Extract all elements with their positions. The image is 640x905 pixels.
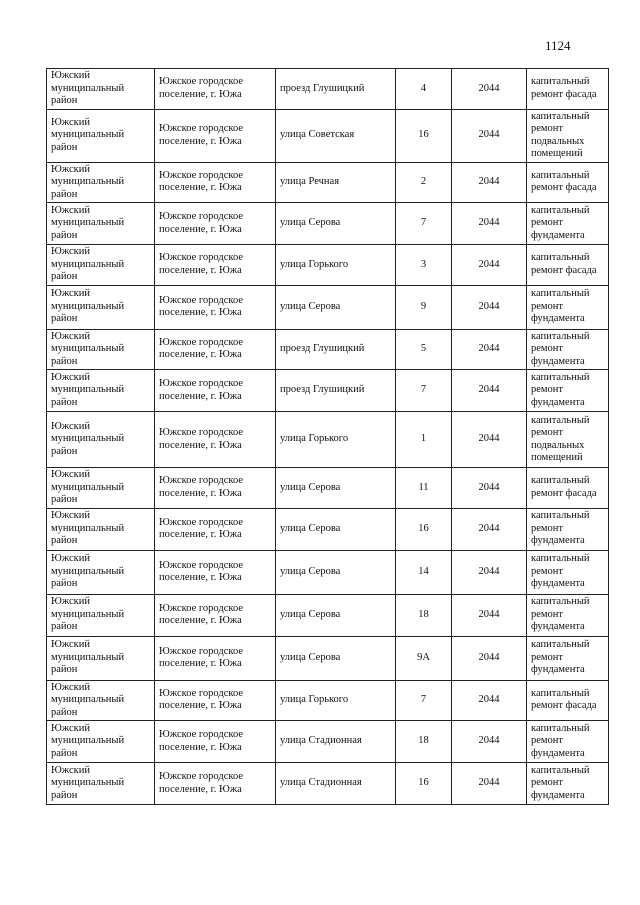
settlement-cell: Южское городское поселение, г. Южа: [155, 468, 276, 509]
street-cell: улица Серова: [276, 636, 396, 680]
work-type-cell: капитальный ремонт фасада: [527, 245, 609, 286]
settlement-cell: Южское городское поселение, г. Южа: [155, 412, 276, 468]
street-cell: проезд Глушицкий: [276, 370, 396, 412]
settlement-cell: Южское городское поселение, г. Южа: [155, 636, 276, 680]
table-row: [47, 162, 609, 203]
settlement-cell: Южское городское поселение, г. Южа: [155, 329, 276, 370]
page-number: 1124: [545, 38, 571, 53]
settlement-cell: Южское городское поселение, г. Южа: [155, 680, 276, 721]
table-row: [47, 468, 609, 509]
work-type-cell: капитальный ремонт фундамента: [527, 636, 609, 680]
street-cell: улица Серова: [276, 468, 396, 509]
table-row: [47, 109, 609, 162]
district-cell: Южский муниципальный район: [47, 285, 155, 329]
street-cell: улица Советская: [276, 109, 396, 162]
year-cell: 2044: [452, 763, 527, 805]
table-row: [47, 508, 609, 550]
table-row: [47, 763, 609, 805]
table-row: [47, 594, 609, 636]
street-cell: улица Серова: [276, 508, 396, 550]
year-cell: 2044: [452, 109, 527, 162]
settlement-cell: Южское городское поселение, г. Южа: [155, 69, 276, 110]
street-cell: улица Речная: [276, 162, 396, 203]
district-cell: Южский муниципальный район: [47, 370, 155, 412]
table-row: [47, 636, 609, 680]
district-cell: Южский муниципальный район: [47, 550, 155, 594]
table-row: [47, 329, 609, 370]
year-cell: 2044: [452, 203, 527, 245]
settlement-cell: Южское городское поселение, г. Южа: [155, 550, 276, 594]
street-cell: улица Горького: [276, 412, 396, 468]
street-cell: улица Горького: [276, 245, 396, 286]
house-number-cell: 2: [396, 162, 452, 203]
settlement-cell: Южское городское поселение, г. Южа: [155, 594, 276, 636]
street-cell: проезд Глушицкий: [276, 329, 396, 370]
house-number-cell: 16: [396, 508, 452, 550]
district-cell: Южский муниципальный район: [47, 763, 155, 805]
work-type-cell: капитальный ремонт подвальных помещений: [527, 412, 609, 468]
house-number-cell: 7: [396, 370, 452, 412]
table-row: [47, 245, 609, 286]
year-cell: 2044: [452, 412, 527, 468]
work-type-cell: капитальный ремонт фундамента: [527, 370, 609, 412]
street-cell: улица Стадионная: [276, 721, 396, 763]
year-cell: 2044: [452, 468, 527, 509]
year-cell: 2044: [452, 721, 527, 763]
settlement-cell: Южское городское поселение, г. Южа: [155, 245, 276, 286]
year-cell: 2044: [452, 550, 527, 594]
district-cell: Южский муниципальный район: [47, 508, 155, 550]
district-cell: Южский муниципальный район: [47, 162, 155, 203]
table-row: [47, 412, 609, 468]
year-cell: 2044: [452, 162, 527, 203]
settlement-cell: Южское городское поселение, г. Южа: [155, 285, 276, 329]
house-number-cell: 3: [396, 245, 452, 286]
work-type-cell: капитальный ремонт фундамента: [527, 721, 609, 763]
street-cell: улица Горького: [276, 680, 396, 721]
year-cell: 2044: [452, 329, 527, 370]
table-body: [47, 69, 609, 805]
house-number-cell: 18: [396, 594, 452, 636]
house-number-cell: 16: [396, 109, 452, 162]
district-cell: Южский муниципальный район: [47, 680, 155, 721]
house-number-cell: 9А: [396, 636, 452, 680]
district-cell: Южский муниципальный район: [47, 69, 155, 110]
year-cell: 2044: [452, 680, 527, 721]
house-number-cell: 7: [396, 203, 452, 245]
work-type-cell: капитальный ремонт фундамента: [527, 763, 609, 805]
district-cell: Южский муниципальный район: [47, 412, 155, 468]
work-type-cell: капитальный ремонт фасада: [527, 162, 609, 203]
district-cell: Южский муниципальный район: [47, 203, 155, 245]
district-cell: Южский муниципальный район: [47, 468, 155, 509]
table-row: [47, 721, 609, 763]
settlement-cell: Южское городское поселение, г. Южа: [155, 763, 276, 805]
settlement-cell: Южское городское поселение, г. Южа: [155, 162, 276, 203]
house-number-cell: 1: [396, 412, 452, 468]
house-number-cell: 18: [396, 721, 452, 763]
settlement-cell: Южское городское поселение, г. Южа: [155, 109, 276, 162]
house-number-cell: 11: [396, 468, 452, 509]
house-number-cell: 7: [396, 680, 452, 721]
district-cell: Южский муниципальный район: [47, 636, 155, 680]
work-type-cell: капитальный ремонт фундамента: [527, 594, 609, 636]
house-number-cell: 14: [396, 550, 452, 594]
settlement-cell: Южское городское поселение, г. Южа: [155, 370, 276, 412]
year-cell: 2044: [452, 636, 527, 680]
district-cell: Южский муниципальный район: [47, 594, 155, 636]
housing-repair-table: [46, 68, 609, 805]
work-type-cell: капитальный ремонт фундамента: [527, 329, 609, 370]
district-cell: Южский муниципальный район: [47, 245, 155, 286]
year-cell: 2044: [452, 69, 527, 110]
settlement-cell: Южское городское поселение, г. Южа: [155, 203, 276, 245]
district-cell: Южский муниципальный район: [47, 329, 155, 370]
year-cell: 2044: [452, 508, 527, 550]
house-number-cell: 9: [396, 285, 452, 329]
table-row: [47, 680, 609, 721]
table-row: [47, 285, 609, 329]
year-cell: 2044: [452, 594, 527, 636]
street-cell: улица Серова: [276, 594, 396, 636]
year-cell: 2044: [452, 370, 527, 412]
work-type-cell: капитальный ремонт фасада: [527, 468, 609, 509]
street-cell: улица Серова: [276, 203, 396, 245]
district-cell: Южский муниципальный район: [47, 721, 155, 763]
work-type-cell: капитальный ремонт фасада: [527, 69, 609, 110]
settlement-cell: Южское городское поселение, г. Южа: [155, 721, 276, 763]
year-cell: 2044: [452, 245, 527, 286]
work-type-cell: капитальный ремонт фундамента: [527, 203, 609, 245]
house-number-cell: 16: [396, 763, 452, 805]
district-cell: Южский муниципальный район: [47, 109, 155, 162]
work-type-cell: капитальный ремонт фундамента: [527, 285, 609, 329]
street-cell: улица Серова: [276, 550, 396, 594]
year-cell: 2044: [452, 285, 527, 329]
work-type-cell: капитальный ремонт фундамента: [527, 508, 609, 550]
house-number-cell: 4: [396, 69, 452, 110]
settlement-cell: Южское городское поселение, г. Южа: [155, 508, 276, 550]
street-cell: улица Серова: [276, 285, 396, 329]
house-number-cell: 5: [396, 329, 452, 370]
street-cell: проезд Глушицкий: [276, 69, 396, 110]
table-row: [47, 550, 609, 594]
table-row: [47, 370, 609, 412]
work-type-cell: капитальный ремонт фасада: [527, 680, 609, 721]
street-cell: улица Стадионная: [276, 763, 396, 805]
table-row: [47, 203, 609, 245]
work-type-cell: капитальный ремонт фундамента: [527, 550, 609, 594]
table-row: [47, 69, 609, 110]
work-type-cell: капитальный ремонт подвальных помещений: [527, 109, 609, 162]
